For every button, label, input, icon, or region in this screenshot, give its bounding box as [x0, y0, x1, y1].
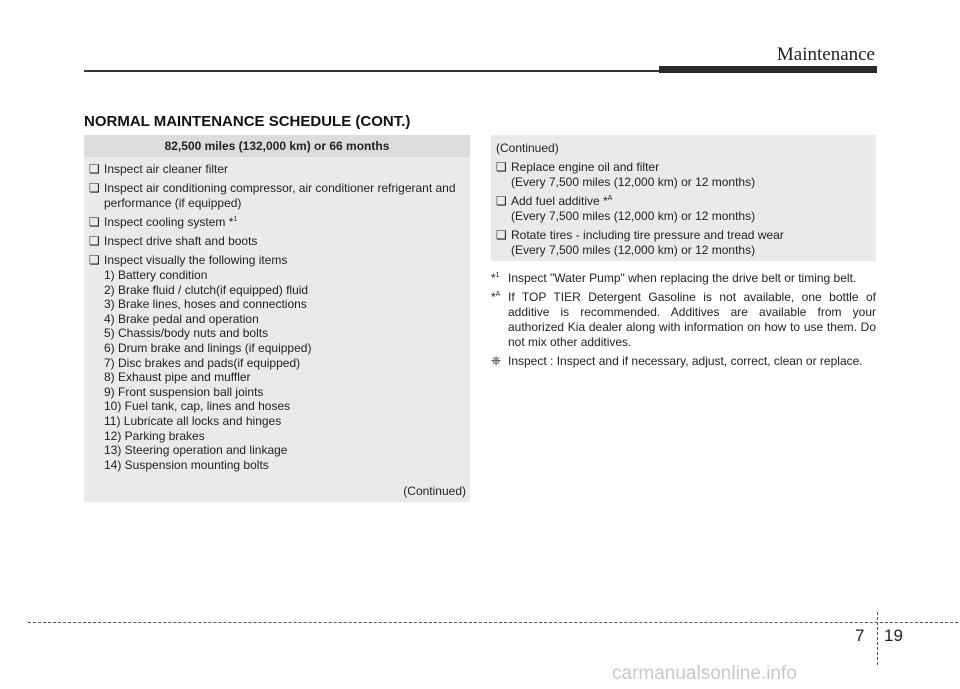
sub-item: 7) Disc brakes and pads(if equipped)	[104, 355, 301, 370]
sub-item: 14) Suspension mounting bolts	[104, 457, 269, 472]
checkbox-icon: ❑	[496, 194, 507, 208]
footnote: ❈ Inspect : Inspect and if necessary, adjust, correct, clean or replace.	[491, 354, 863, 368]
sub-item: 1) Battery condition	[104, 268, 208, 282]
footnote-marker: A	[607, 195, 613, 202]
checkbox-icon: ❑	[496, 228, 507, 242]
checkbox-icon: ❑	[89, 253, 100, 267]
header-rule-thick	[659, 66, 877, 73]
checkbox-icon: ❑	[89, 162, 100, 176]
sub-item: 2) Brake fluid / clutch(if equipped) fluid	[104, 282, 309, 297]
watermark: carmanualsonline.info	[612, 663, 797, 684]
sub-item: 9) Front suspension ball joints	[104, 384, 264, 399]
sub-item: 8) Exhaust pipe and muffler	[104, 370, 251, 385]
list-item: ❑ Inspect air conditioning compressor, air conditioner refrigerant and performance (if equipped)	[89, 181, 456, 210]
list-item: ❑ Inspect visually the following items 1) Battery condition 2) Brake fluid / clutch(if equipped) fluid 3) Brake lines, hoses and connections 4) Brake pedal and operation 5) Chassis/body nuts and bolts 6) Drum brake and linings (if equipped) 7) Disc brakes and pads(if equipped) 8) Exhaust pipe and muffler 9) Front suspension ball joints 10) Fuel tank, cap, lines and hoses 11) Lubricate all locks and hinges 12) Parking brakes 13) Steering operation and linkage 14) Suspension mounting bolts	[89, 253, 466, 472]
sub-item: 10) Fuel tank, cap, lines and hoses	[104, 399, 291, 414]
right-schedule-box	[491, 135, 876, 261]
left-box-items	[84, 157, 470, 472]
chapter-number: 7	[855, 626, 865, 645]
list-item: ❑ Replace engine oil and filter (Every 7,500 miles (12,000 km) or 12 months)	[496, 160, 756, 189]
footnotes	[491, 271, 876, 373]
sub-item: 12) Parking brakes	[104, 428, 205, 443]
section-title: NORMAL MAINTENANCE SCHEDULE (CONT.)	[84, 113, 411, 130]
footnote-marker: 1	[233, 216, 238, 223]
sub-item: 3) Brake lines, hoses and connections	[104, 297, 307, 312]
sub-item: 6) Drum brake and linings (if equipped)	[104, 340, 312, 355]
left-box-heading: 82,500 miles (132,000 km) or 66 months	[84, 135, 470, 157]
checkbox-icon: ❑	[89, 181, 100, 195]
sub-item: 4) Brake pedal and operation	[104, 311, 259, 326]
checkbox-icon: ❑	[89, 215, 100, 229]
asterisk-note-icon: ❈	[491, 354, 502, 368]
sub-item: 5) Chassis/body nuts and bolts	[104, 326, 269, 341]
continued-label: (Continued)	[496, 141, 559, 155]
footer-rule	[28, 622, 958, 623]
checkbox-icon: ❑	[496, 160, 507, 174]
visual-inspection-sublist	[104, 268, 466, 472]
right-box-items	[491, 160, 876, 258]
list-item: ❑ Inspect drive shaft and boots	[89, 234, 258, 248]
list-item: ❑ Inspect air cleaner filter	[89, 162, 229, 176]
sub-item: 13) Steering operation and linkage	[104, 443, 288, 458]
list-item: ❑ Add fuel additive *$^A$ (Every 7,500 miles (12,000 km) or 12 months)	[496, 194, 756, 223]
header-rule-thin	[84, 70, 659, 72]
list-item: ❑ Rotate tires - including tire pressure and tread wear (Every 7,500 miles (12,000 km) or 12 months)	[496, 228, 784, 257]
page-header-title: Maintenance	[776, 44, 875, 65]
sub-item: 11) Lubricate all locks and hinges	[104, 413, 282, 428]
footnote: *$^1$ Inspect "Water Pump" when replacing the drive belt or timing belt.	[491, 271, 857, 285]
footer-divider	[877, 612, 878, 665]
checkbox-icon: ❑	[89, 234, 100, 248]
page-number: 19	[884, 626, 903, 645]
continued-label: (Continued)	[403, 484, 466, 498]
list-item: ❑ Inspect cooling system *$^1$	[89, 215, 238, 229]
footnote: *$^A$ If TOP TIER Detergent Gasoline is not available, one bottle of additive is recommended. Additives are available from your authorized Kia dealer along with information on how to use them. Do not mix other additives.	[491, 290, 876, 349]
left-schedule-box	[84, 135, 470, 502]
